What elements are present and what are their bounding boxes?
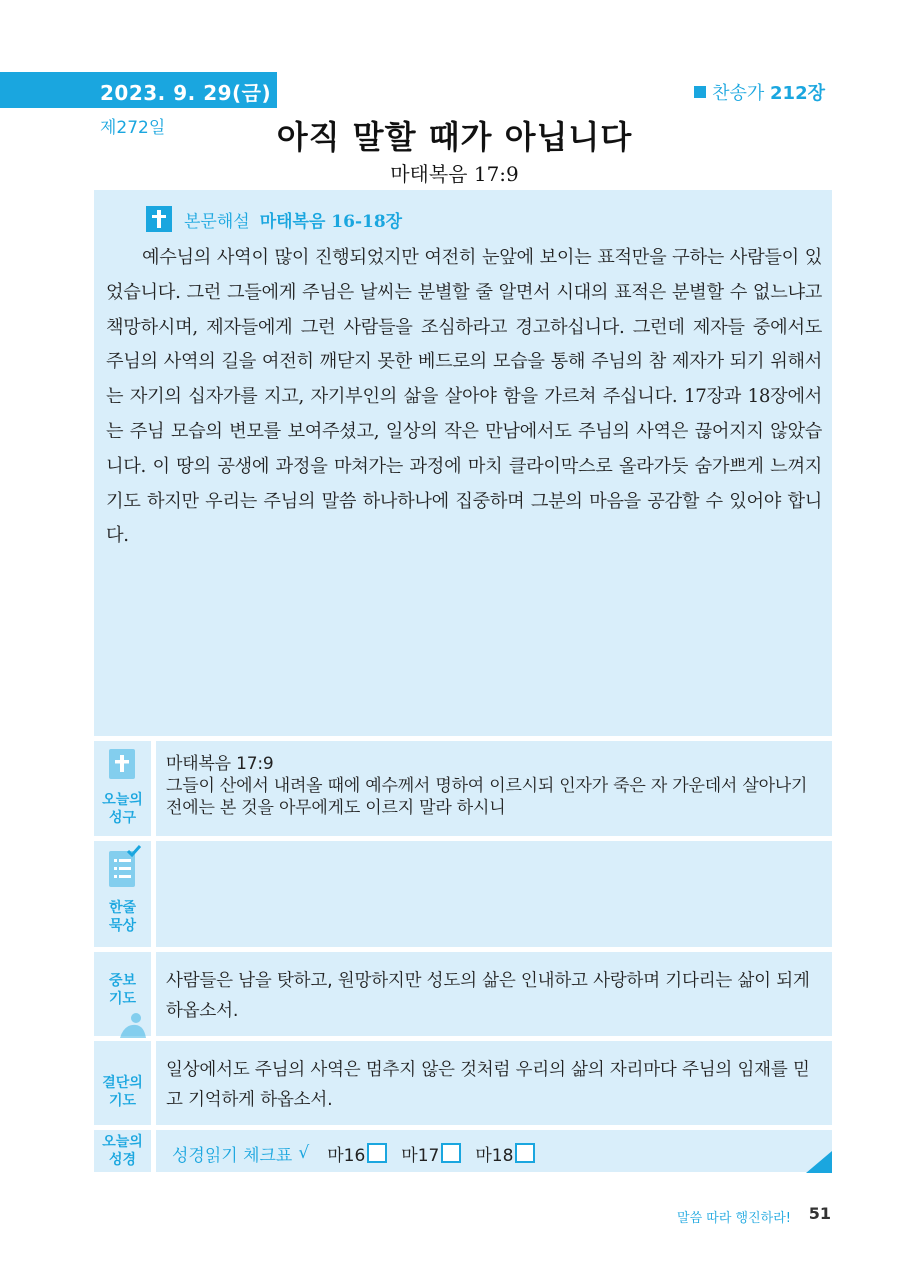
reading-item-ma16[interactable]: 마16: [327, 1141, 387, 1166]
reading-label-box: [94, 1130, 151, 1172]
cross-icon: [146, 206, 172, 232]
reading-label-2: 성경: [108, 1152, 137, 1168]
meditation-label-1: 한줄: [108, 900, 137, 916]
commentary-reference: 마태복음 16-18장: [259, 211, 403, 232]
commentary-body: 예수님의 사역이 많이 진행되었지만 여전히 눈앞에 보이는 표적만을 구하는 사람들이 있었습니다. 그런 그들에게 주님은 날씨는 분별할 줄 알면서 시대의 표적은 분별할 수 없느냐고 책망하시며, 제자들에게 그런 사람들을 조심하라고 경고하십니다. 그런데 제자들 중에서도 주님의 사역의 길을 여전히 깨닫지 못한 베드로의 모습을 통해 주님의 참 제자가 되기 위해서는 자기의 십자가를 지고, 자기부인의 삶을 살아야 함을 가르쳐 주십니다. 17장과 18장에서는 주님 모습의 변모를 보여주셨고, 일상의 작은 만남에서도 주님의 사역은 끊어지지 않았습니다. 이 땅의 공생에 과정을 마쳐가는 과정에 마치 클라이막스로 올라가듯 숨가쁘게 느껴지기도 하지만 우리는 주님의 말씀 하나하나에 집중하며 그분의 마음을 공감할 수 있어야 합니다.: [106, 247, 822, 547]
reading-checklist: [172, 1139, 549, 1167]
page-number: 51: [808, 1204, 831, 1223]
reading-label-1: 오늘의: [102, 1134, 143, 1150]
intercession-label-2: 기도: [108, 991, 137, 1007]
meditation-label-2: 묵상: [108, 918, 137, 934]
day-count: 제272일: [100, 118, 166, 138]
hymn-number: 212장: [770, 83, 825, 104]
reading-check-title: 성경읽기 체크표: [172, 1145, 293, 1166]
commentary-label: 본문해설: [184, 211, 250, 232]
resolution-label-box: [94, 1041, 151, 1125]
meditation-label-box: [94, 841, 151, 947]
resolution-label-2: 기도: [108, 1093, 137, 1109]
hymn-reference: [694, 79, 825, 105]
checkbox[interactable]: [441, 1143, 461, 1163]
today-verse-reference: 마태복음 17:9: [166, 754, 274, 774]
meditation-box[interactable]: [156, 841, 832, 947]
scripture-reference: 마태복음 17:9: [390, 162, 519, 186]
reading-item-ma17[interactable]: 마17: [401, 1141, 461, 1166]
commentary-header: [146, 205, 402, 233]
date: 2023. 9. 29(금): [100, 81, 272, 105]
resolution-label-1: 결단의: [102, 1075, 143, 1091]
reading-item-ma18[interactable]: 마18: [475, 1141, 535, 1166]
today-verse-label-box: [94, 741, 151, 836]
today-verse-text: 그들이 산에서 내려올 때에 예수께서 명하여 이르시되 인자가 죽은 자 가운데서 살아나기 전에는 본 것을 아무에게도 이르지 말라 하시니: [166, 776, 808, 818]
today-verse-label-2: 성구: [108, 810, 137, 826]
today-verse-label-1: 오늘의: [102, 792, 143, 808]
checkbox[interactable]: [515, 1143, 535, 1163]
page-title: 아직 말할 때가 아닙니다: [276, 118, 633, 156]
check-mark-icon: √: [298, 1143, 310, 1163]
checklist-icon: [106, 845, 142, 889]
intercession-label-1: 중보: [108, 973, 137, 989]
bible-icon: [106, 747, 138, 781]
resolution-text: 일상에서도 주님의 사역은 멈추지 않은 것처럼 우리의 삶의 자리마다 주님의 임재를 믿고 기억하게 하옵소서.: [166, 1060, 810, 1110]
today-verse-content: [166, 753, 826, 819]
intercession-text: 사람들은 남을 탓하고, 원망하지만 성도의 삶은 인내하고 사랑하며 기다리는 삶이 되게 하옵소서.: [166, 971, 810, 1021]
intercession-label-box: [94, 952, 151, 1036]
corner-triangle-decoration: [806, 1151, 832, 1173]
hymn-label: 찬송가: [712, 83, 765, 104]
checkbox[interactable]: [367, 1143, 387, 1163]
footer-slogan: 말씀 따라 행진하라!: [677, 1211, 791, 1226]
praying-person-icon: [114, 1012, 148, 1038]
square-bullet-icon: [694, 86, 706, 98]
